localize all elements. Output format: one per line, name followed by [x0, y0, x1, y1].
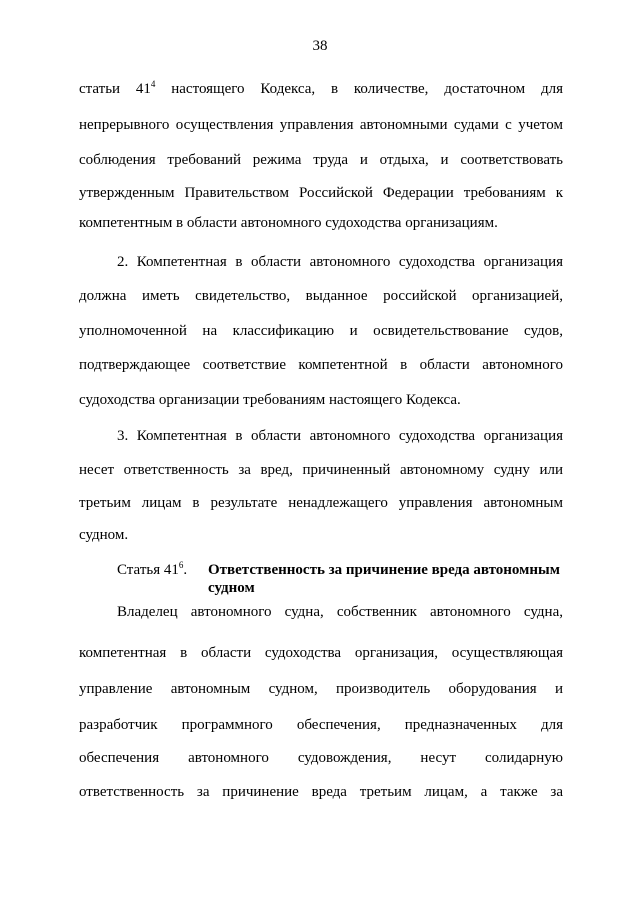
- paragraph-1-line-1: [79, 80, 563, 98]
- article-title: [208, 561, 568, 597]
- article-title-line-1: Ответственность за причинение вреда автономным: [208, 562, 560, 578]
- paragraph-3-line-3: третьим лицам в результате ненадлежащего управления автономным: [79, 495, 563, 511]
- paragraph-2-line-1: 2. Компетентная в области автономного судоходства организация: [117, 254, 563, 270]
- paragraph-1-line-2: непрерывного осуществления управления автономными судами с учетом: [79, 117, 563, 133]
- paragraph-4-line-3: управление автономным судном, производитель оборудования и: [79, 681, 563, 697]
- paragraph-2-line-4: подтверждающее соответствие компетентной в области автономного: [79, 357, 563, 373]
- paragraph-1-line-4: утвержденным Правительством Российской Федерации требованиям к: [79, 185, 563, 201]
- text-segment: настоящего Кодекса, в количестве, достаточном для: [155, 81, 563, 97]
- text-segment: статьи 41: [79, 81, 151, 97]
- paragraph-2-line-3: уполномоченной на классификацию и освидетельствование судов,: [79, 323, 563, 339]
- superscript: 6: [178, 560, 184, 570]
- paragraph-1-line-3: соблюдения требований режима труда и отдыха, и соответствовать: [79, 152, 563, 168]
- text-segment: .: [183, 562, 188, 578]
- article-number: [117, 561, 187, 579]
- paragraph-2-line-5: судоходства организации требованиям настоящего Кодекса.: [79, 392, 461, 408]
- paragraph-3-line-4: судном.: [79, 527, 129, 543]
- paragraph-4-line-5: обеспечения автономного судовождения, несут солидарную: [79, 750, 563, 766]
- paragraph-2-line-2: должна иметь свидетельство, выданное российской организацией,: [79, 288, 563, 304]
- paragraph-4-line-2: компетентная в области судоходства организация, осуществляющая: [79, 645, 563, 661]
- paragraph-4-line-4: разработчик программного обеспечения, предназначенных для: [79, 717, 563, 733]
- paragraph-4-line-1: Владелец автономного судна, собственник автономного судна,: [117, 604, 563, 620]
- article-title-line-2: судном: [208, 580, 255, 596]
- superscript: 4: [150, 79, 156, 89]
- text-segment: Статья 41: [117, 562, 179, 578]
- paragraph-1-line-5: компетентным в области автономного судоходства организациям.: [79, 215, 498, 231]
- paragraph-3-line-1: 3. Компетентная в области автономного судоходства организация: [117, 428, 563, 444]
- paragraph-3-line-2: несет ответственность за вред, причиненный автономному судну или: [79, 462, 563, 478]
- page-number: 38: [312, 38, 328, 54]
- paragraph-4-line-6: ответственность за причинение вреда третьим лицам, а также за: [79, 784, 563, 800]
